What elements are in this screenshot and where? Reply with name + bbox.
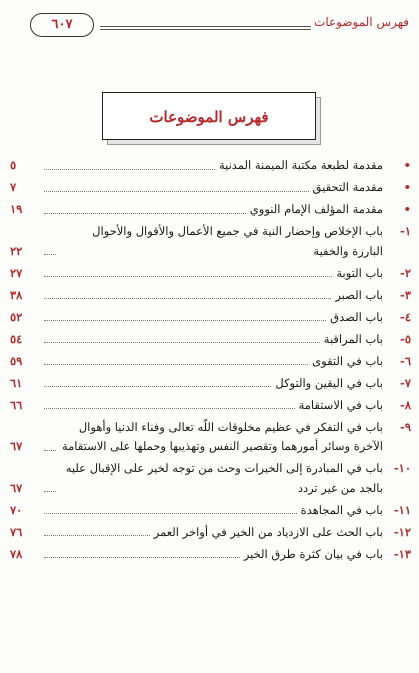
entry-page-number: ٢٧	[10, 265, 23, 280]
entry-title-wrap	[38, 264, 383, 284]
toc-entry	[10, 374, 411, 394]
entry-page-number: ٣٨	[10, 287, 23, 302]
dot-leader	[44, 200, 246, 214]
dot-leader	[44, 545, 240, 559]
entry-number: ١٢-	[393, 524, 411, 539]
page-number: ٦٠٧	[30, 13, 94, 37]
entry-page-number: ٥٤	[10, 331, 23, 346]
toc-entry	[10, 459, 411, 498]
entry-number: ٧-	[400, 375, 411, 390]
index-heading: فهرس الموضوعات	[102, 92, 316, 140]
entry-title: مقدمة التحقيق	[312, 180, 383, 194]
toc-entry	[10, 156, 411, 176]
entry-title: باب الصدق	[330, 309, 383, 324]
entry-title: باب في التفكر في عظيم مخلوقات اللّه تعالى وفناء الدنيا وأهوال الآخرة وسائر أمورهما وتقصير النفس وتهذيبها وحملها على الاستقامة	[61, 419, 383, 453]
toc-entry	[10, 352, 411, 372]
entry-number: ١١-	[393, 502, 411, 517]
dot-leader	[44, 178, 309, 192]
entry-title-wrap	[38, 352, 383, 372]
entry-title-wrap	[38, 200, 383, 220]
header-rule	[100, 26, 311, 30]
entry-number: •	[403, 180, 411, 194]
entry-title: باب في المجاهدة	[300, 502, 383, 517]
entry-title: باب في الاستقامة	[298, 397, 383, 412]
entry-title-wrap	[38, 374, 383, 394]
entry-title-wrap	[38, 396, 383, 416]
toc-entry	[10, 501, 411, 521]
entry-title-wrap	[38, 501, 383, 521]
entry-title-wrap	[38, 418, 383, 457]
table-of-contents	[10, 156, 411, 567]
toc-entry	[10, 418, 411, 457]
entry-title: باب الإخلاص وإحضار النية في جميع الأعمال والأقوال والأحوال البارزة والخفية	[92, 224, 383, 258]
entry-number: •	[403, 202, 411, 216]
entry-number: ٦-	[400, 353, 411, 368]
entry-number: ٢-	[400, 265, 411, 280]
entry-number: ٩-	[400, 419, 411, 434]
entry-page-number: ٦٧	[10, 480, 23, 495]
entry-title: باب المراقبة	[323, 331, 383, 346]
entry-number: ١٠-	[393, 461, 411, 475]
entry-title: باب في بيان كثرة طرق الخير	[243, 546, 383, 561]
page-header	[8, 10, 411, 38]
dot-leader	[44, 330, 320, 344]
entry-page-number: ٦٦	[10, 397, 23, 412]
entry-number: ١-	[400, 224, 411, 238]
entry-page-number: ٥٩	[10, 353, 23, 368]
toc-entry	[10, 264, 411, 284]
entry-page-number: ٧٠	[10, 502, 23, 517]
dot-leader	[44, 352, 308, 366]
dot-leader	[44, 374, 271, 388]
toc-entry	[10, 222, 411, 261]
toc-entry	[10, 308, 411, 328]
dot-leader	[44, 222, 56, 255]
toc-entry	[10, 545, 411, 565]
entry-title: باب الحث على الازدياد من الخير في أواخر العمر	[153, 524, 383, 539]
entry-page-number: ٥	[10, 158, 17, 172]
entry-title-wrap	[38, 545, 383, 565]
entry-page-number: ٧٨	[10, 546, 23, 561]
entry-title-wrap	[38, 523, 383, 543]
entry-title-wrap	[38, 459, 383, 498]
entry-number: ١٣-	[393, 546, 411, 561]
entry-title-wrap	[38, 286, 383, 306]
entry-title-wrap	[38, 222, 383, 261]
entry-number: ٣-	[400, 287, 411, 302]
entry-number: ٨-	[400, 397, 411, 412]
dot-leader	[44, 156, 215, 170]
entry-page-number: ٦٧	[10, 439, 23, 453]
entry-page-number: ١٩	[10, 202, 23, 216]
dot-leader	[44, 523, 150, 537]
running-title: فهرس الموضوعات	[314, 15, 409, 29]
dot-leader	[44, 286, 331, 300]
entry-title: باب الصبر	[335, 287, 383, 302]
toc-entry	[10, 200, 411, 220]
dot-leader	[44, 396, 295, 410]
entry-title-wrap	[38, 178, 383, 198]
toc-entry	[10, 396, 411, 416]
toc-entry	[10, 178, 411, 198]
entry-page-number: ٢٢	[10, 243, 23, 258]
toc-entry	[10, 523, 411, 543]
entry-page-number: ٧٦	[10, 524, 23, 539]
entry-title: مقدمة لطبعة مكتبة الميمنة المدنية	[218, 158, 383, 172]
dot-leader	[44, 418, 56, 451]
entry-page-number: ٥٢	[10, 309, 23, 324]
toc-entry	[10, 286, 411, 306]
entry-number: ٤-	[400, 309, 411, 324]
entry-title-wrap	[38, 308, 383, 328]
entry-title: باب في اليقين والتوكل	[275, 375, 383, 390]
entry-number: •	[403, 158, 411, 172]
index-heading-frame	[102, 92, 316, 140]
dot-leader	[44, 308, 326, 322]
dot-leader	[44, 264, 332, 278]
entry-title: باب التوبة	[336, 265, 383, 280]
entry-number: ٥-	[400, 331, 411, 346]
entry-page-number: ٦١	[10, 375, 23, 390]
entry-title: مقدمة المؤلف الإمام النووي	[249, 202, 383, 216]
entry-title: باب في المبادرة إلى الخيرات وحث من توجه لخير على الإقبال عليه بالجد من غير تردد	[65, 461, 383, 495]
entry-title-wrap	[38, 330, 383, 350]
entry-page-number: ٧	[10, 180, 17, 194]
dot-leader	[44, 459, 56, 492]
entry-title-wrap	[38, 156, 383, 176]
toc-entry	[10, 330, 411, 350]
dot-leader	[44, 501, 297, 515]
entry-title: باب في التقوى	[312, 353, 383, 368]
